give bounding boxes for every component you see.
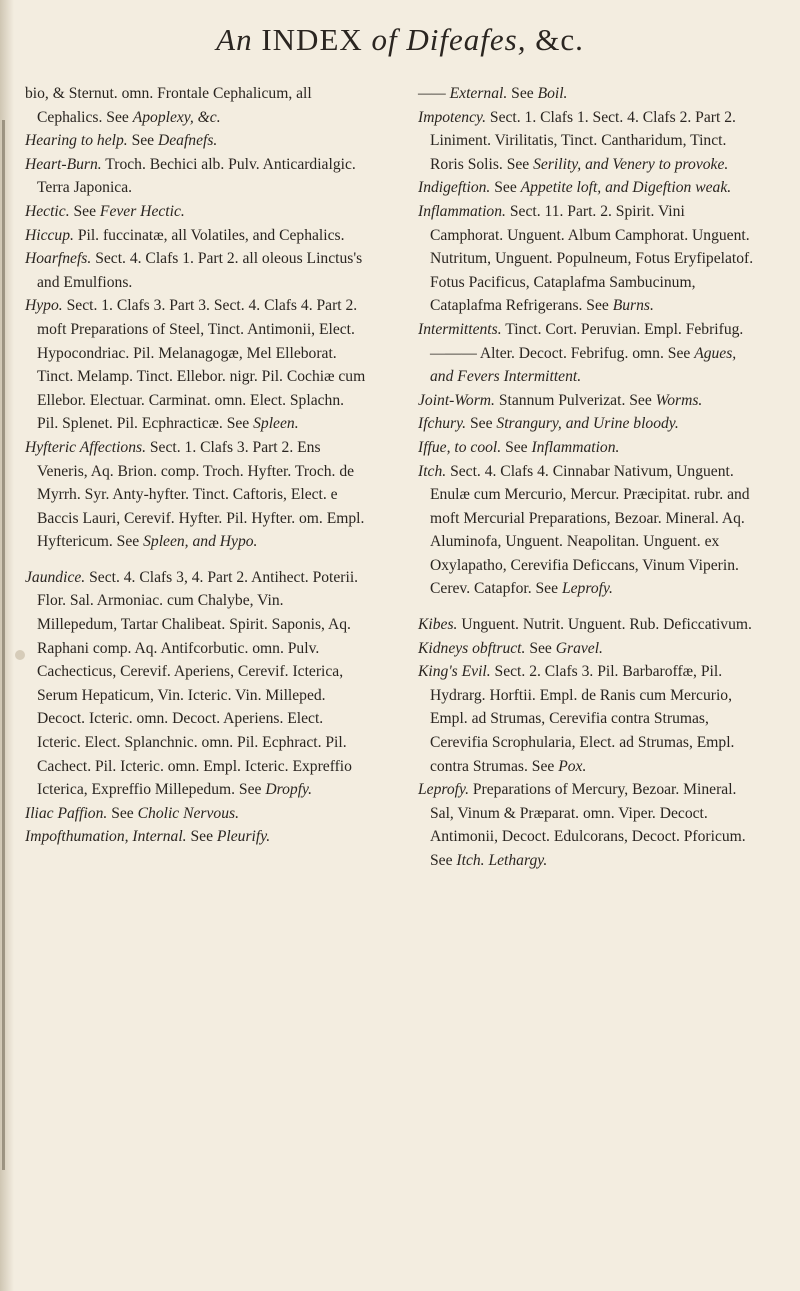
entry-head: King's Evil. (418, 663, 491, 681)
entry-ref: Leprofy. (561, 580, 613, 598)
entry-ref: Agues, and Fevers Intermittent. (430, 344, 737, 386)
header-of: of (371, 22, 398, 57)
entry-ref: Pox. (558, 757, 587, 775)
index-entry (25, 802, 367, 826)
entry-ref: Spleen, and Hypo. (143, 533, 258, 551)
entry-head: Kibes. (418, 616, 458, 634)
entry-text: Sect. 11. Part. 2. Spirit. Vini Camphorat. Unguent. Album Camphorat. Unguent. Nutritum, Unguent. Populneum, Fotus Eryfipelatof. Fotus Pacificus, Cataplafma Sambucinum, Cataplafma Refrigerans. See (430, 202, 754, 315)
index-entry (25, 825, 367, 849)
entry-text: Stannum Pulverizat. See (498, 391, 652, 409)
entry-ref: Pleurify. (216, 828, 271, 846)
entry-head: Hearing to help. (25, 132, 128, 150)
entry-gap (418, 601, 760, 613)
entry-text: Pil. fuccinatæ, all Volatiles, and Cephalics. (77, 226, 345, 244)
entry-text: Sect. 1. Clafs 3. Part 2. Ens Veneris, Aq. Brion. comp. Troch. Hyfter. Troch. de Myrrh. Syr. Anty-hyfter. Tinct. Caftoris, Elect. e Baccis Lauri, Cerevif. Hyfter. Pil. Hyfter. om. Empl. Hyftericum. See (37, 438, 365, 551)
entry-ref: Deafnefs. (157, 132, 218, 150)
index-entry (25, 129, 367, 153)
entry-ref: Spleen. (253, 415, 299, 433)
index-entry (418, 106, 760, 177)
index-entry (418, 200, 760, 318)
entry-ref: Itch. Lethargy. (456, 852, 548, 869)
index-entry (418, 436, 760, 460)
entry-ref: Boil. (537, 85, 568, 102)
entry-text: Sect. 4. Clafs 3, 4. Part 2. Antihect. Poterii. Flor. Sal. Armoniac. cum Chalybe, Vin. Millepedum, Tartar Chalibeat. Spirit. Saponis, Aq. Raphani comp. Aq. Antifcorbutic. omn. Pulv. Cachecticus, Cerevif. Aperiens, Cerevif. Icterica, Serum Hepaticum, Vin. Icteric. Vin. Milleped. Decoct. Icteric. omn. Decoct. Aperiens. Elect. Icteric. Elect. Splanchnic. omn. Pil. Ecphract. Pil. Cachect. Pil. Icteric. omn. Empl. Icteric. Expreffio Icterica, Expreffio Millepedum. See (37, 568, 359, 799)
entry-text: Preparations of Mercury, Bezoar. Mineral. Sal, Vinum & Præparat. omn. Viper. Decoct. Antimonii, Decoct. Edulcorans, Decoct. Pforicum. See (430, 781, 746, 869)
entry-text: See (529, 639, 552, 657)
index-entry (418, 389, 760, 413)
entry-ref: Apoplexy, &c. (132, 108, 221, 126)
index-entry (418, 637, 760, 661)
margin-rule (2, 120, 5, 1170)
index-entry (418, 82, 760, 106)
entry-text: Sect. 2. Clafs 3. Pil. Barbaroffæ, Pil. Hydrarg. Horftii. Empl. de Ranis cum Mercurio, Empl. ad Strumas, Cerevifia contra Strumas, Cerevifia Scrophularia, Elect. ad Strumas, Empl. contra Strumas. See (430, 663, 735, 775)
index-entry (418, 176, 760, 200)
entry-head: Impotency. (418, 108, 486, 126)
entry-head: Hoarfnefs. (25, 250, 92, 268)
entry-head: Hypo. (25, 297, 63, 315)
entry-head: Itch. (418, 462, 447, 480)
entry-text: See (111, 804, 134, 822)
entry-ref: Worms. (655, 391, 703, 409)
index-entry (418, 778, 760, 872)
entry-ref: Appetite loft, and Digeftion weak. (520, 179, 732, 197)
index-entry (418, 460, 760, 602)
entry-ref: Strangury, and Urine bloody. (496, 415, 679, 433)
entry-text: bio, & Sternut. omn. Frontale Cephalicum, all Cephalics. See (25, 85, 312, 126)
header-topic: Difeafes, (406, 22, 527, 57)
entry-text: See (73, 202, 97, 220)
entry-head: Hectic. (25, 202, 70, 220)
entry-ref: Dropfy. (265, 781, 312, 799)
ink-spot (15, 650, 25, 660)
entry-text: Sect. 1. Clafs 1. Sect. 4. Clafs 2. Part 2. Liniment. Virilitatis, Tinct. Cantharidum, Tinct. Roris Solis. See (430, 108, 736, 173)
entry-text: Unguent. Nutrit. Unguent. Rub. Deficcativum. (461, 616, 752, 634)
entry-text: Tinct. Cort. Peruvian. Empl. Febrifug. ——— Alter. Decoct. Febrifug. omn. See (430, 320, 744, 362)
left-column (25, 82, 367, 849)
entry-head: Intermittents. (418, 320, 502, 338)
index-entry (25, 82, 367, 129)
entry-head: Inflammation. (418, 202, 506, 220)
index-entry (25, 294, 367, 436)
entry-head: Iliac Paffion. (25, 804, 108, 822)
entry-ref: Fever Hectic. (99, 202, 185, 220)
right-column (418, 82, 760, 873)
entry-gap (25, 554, 367, 566)
entry-text: See (131, 132, 155, 150)
header-prefix: An (216, 22, 253, 57)
entry-head: Iffue, to cool. (418, 438, 502, 456)
entry-ref: Inflammation. (531, 438, 620, 456)
index-entry (418, 412, 760, 436)
index-entry (25, 200, 367, 224)
index-entry (25, 247, 367, 294)
entry-text: Troch. Bechici alb. Pulv. Anticardialgic. Terra Japonica. (37, 155, 356, 197)
index-entry (25, 153, 367, 200)
entry-ref: Serility, and Venery to provoke. (533, 155, 729, 173)
index-entry (25, 436, 367, 554)
index-entry (25, 566, 367, 802)
entry-text: See (494, 179, 517, 197)
entry-text: Sect. 4. Clafs 1. Part 2. all oleous Linctus's and Emulfions. (37, 250, 363, 291)
entry-head: Hiccup. (25, 226, 74, 244)
index-entry (418, 318, 760, 389)
entry-head: Kidneys obftruct. (418, 639, 526, 657)
entry-head: Ifchury. (418, 415, 467, 433)
entry-text: See (505, 438, 528, 456)
entry-head: Indigeftion. (418, 179, 491, 197)
page-header (0, 22, 800, 58)
index-entry (418, 660, 760, 778)
entry-head: Heart-Burn. (25, 155, 102, 173)
entry-text: Sect. 4. Clafs 4. Cinnabar Nativum, Unguent. Enulæ cum Mercurio, Mercur. Præcipitat. rubr. and moft Mercurial Preparations, Bezoar. Mineral. Aq. Aluminofa, Unguent. Neapolitan. Unguent. ex Oxylapatho, Cerevifia Deficcans, Vinum Viperin. Cerev. Catapfor. See (430, 462, 750, 598)
entry-ref: Cholic Nervous. (137, 804, 239, 822)
entry-head: Jaundice. (25, 568, 86, 586)
header-suffix: &c. (535, 22, 584, 57)
index-entry (418, 613, 760, 637)
entry-ref: Burns. (612, 297, 654, 315)
header-index: INDEX (261, 22, 363, 57)
entry-head: Leprofy. (418, 781, 469, 799)
entry-text: See (469, 415, 493, 433)
entry-head: —— External. (418, 85, 508, 102)
entry-head: Joint-Worm. (418, 391, 495, 409)
entry-text: See (190, 828, 213, 846)
entry-ref: Gravel. (555, 639, 603, 657)
entry-text: See (511, 85, 534, 102)
entry-text: Sect. 1. Clafs 3. Part 3. Sect. 4. Clafs 4. Part 2. moft Preparations of Steel, Tinct. Antimonii, Elect. Hypocondriac. Pil. Melanagogæ, Mel Elleborat. Tinct. Melamp. Tinct. Ellebor. nigr. Pil. Cochiæ cum Ellebor. Electuar. Carminat. omn. Elect. Splachn. Pil. Splenet. Pil. Ecphracticæ. See (37, 297, 366, 433)
index-entry (25, 224, 367, 248)
entry-head: Hyfteric Affections. (25, 438, 146, 456)
entry-head: Impofthumation, Internal. (25, 828, 187, 846)
